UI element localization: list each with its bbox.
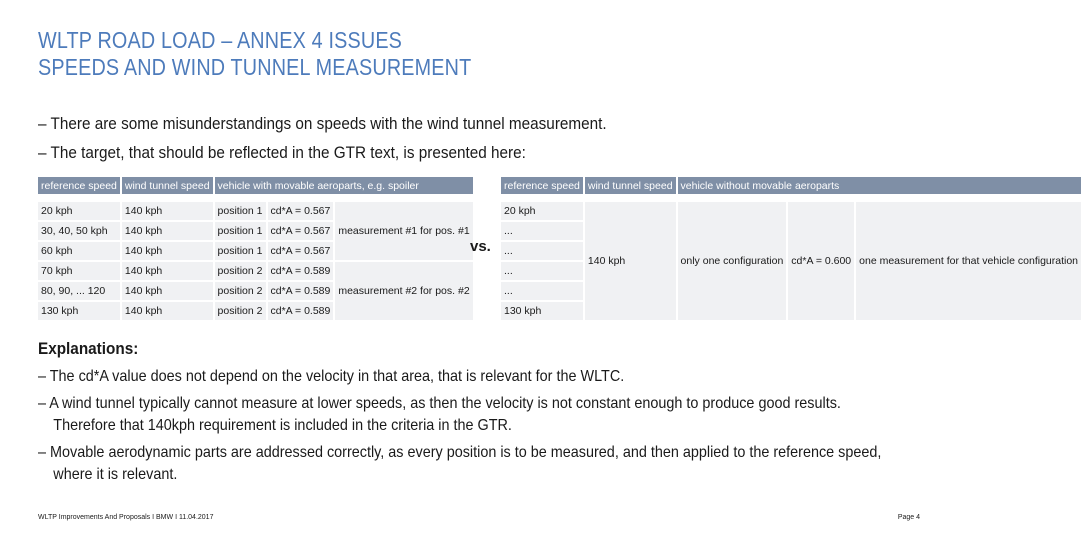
cell-cda: cd*A = 0.567 [268,242,334,260]
cell-wind-tunnel-speed: 140 kph [122,262,213,280]
cell-reference-speed: 20 kph [38,202,120,220]
cell-reference-speed: ... [501,222,583,240]
fixed-aeroparts-table [499,175,1083,322]
cell-cda: cd*A = 0.589 [268,282,334,300]
header-reference-speed: reference speed [38,177,120,194]
cell-reference-speed: 130 kph [501,302,583,320]
cell-measurement-note-1: measurement #1 for pos. #1 [335,202,472,260]
table-row [38,262,473,280]
explanation-text-continued: where it is relevant. [53,466,178,483]
slide-title-line2: SPEEDS AND WIND TUNNEL MEASUREMENT [38,54,472,80]
cell-measurement-note-2: measurement #2 for pos. #2 [335,262,472,320]
slide-title-line1: WLTP ROAD LOAD – ANNEX 4 ISSUES [38,27,403,53]
explanation-text: – A wind tunnel typically cannot measure at lower speeds, as then the velocity is not constant enough to produce good results. [38,395,841,412]
movable-aeroparts-table [36,175,475,322]
cell-wind-tunnel-speed: 140 kph [585,202,676,320]
bullet-misunderstandings: – There are some misunderstandings on speeds with the wind tunnel measurement. [38,114,607,133]
cell-reference-speed: ... [501,242,583,260]
cell-wind-tunnel-speed: 140 kph [122,302,213,320]
cell-reference-speed: ... [501,262,583,280]
cell-position: position 2 [215,282,266,300]
cell-reference-speed: 70 kph [38,262,120,280]
explanation-text: – The cd*A value does not depend on the velocity in that area, that is relevant for the WLTC. [38,368,625,385]
cell-wind-tunnel-speed: 140 kph [122,242,213,260]
cell-reference-speed: 60 kph [38,242,120,260]
cell-cda: cd*A = 0.600 [788,202,854,320]
cell-position: position 1 [215,202,266,220]
header-wind-tunnel-speed: wind tunnel speed [585,177,676,194]
vs-label: vs. [470,238,491,255]
cell-position: position 2 [215,262,266,280]
explanation-text: – Movable aerodynamic parts are addressed correctly, as every position is to be measured, and then applied to the reference speed, [38,444,882,461]
cell-position: position 1 [215,242,266,260]
cell-cda: cd*A = 0.589 [268,262,334,280]
header-vehicle-movable-aeroparts: vehicle with movable aeroparts, e.g. spoiler [215,177,473,194]
explanations-heading: Explanations: [38,339,139,358]
explanation-text-continued: Therefore that 140kph requirement is included in the criteria in the GTR. [53,417,512,434]
cell-reference-speed: ... [501,282,583,300]
cell-measurement-note: one measurement for that vehicle configuration [856,202,1081,320]
cell-position: position 2 [215,302,266,320]
cell-reference-speed: 80, 90, ... 120 [38,282,120,300]
table-row [38,202,473,220]
cell-reference-speed: 30, 40, 50 kph [38,222,120,240]
header-wind-tunnel-speed: wind tunnel speed [122,177,213,194]
cell-reference-speed: 20 kph [501,202,583,220]
bullet-target: – The target, that should be reflected in the GTR text, is presented here: [38,143,526,162]
cell-wind-tunnel-speed: 140 kph [122,202,213,220]
explanation-item-1 [38,366,920,388]
explanation-item-3 [38,442,920,486]
header-vehicle-without-movable-aeroparts: vehicle without movable aeroparts [678,177,1081,194]
footer-page-number: Page 4 [897,514,920,521]
cell-cda: cd*A = 0.589 [268,302,334,320]
explanation-item-2 [38,393,920,437]
cell-cda: cd*A = 0.567 [268,202,334,220]
cell-reference-speed: 130 kph [38,302,120,320]
cell-cda: cd*A = 0.567 [268,222,334,240]
table-row [501,202,1081,220]
header-reference-speed: reference speed [501,177,583,194]
footer-source: WLTP Improvements And Proposals I BMW I 11.04.2017 [38,514,214,521]
cell-wind-tunnel-speed: 140 kph [122,282,213,300]
slide-title [38,27,471,81]
cell-position: position 1 [215,222,266,240]
cell-configuration: only one configuration [678,202,787,320]
cell-wind-tunnel-speed: 140 kph [122,222,213,240]
